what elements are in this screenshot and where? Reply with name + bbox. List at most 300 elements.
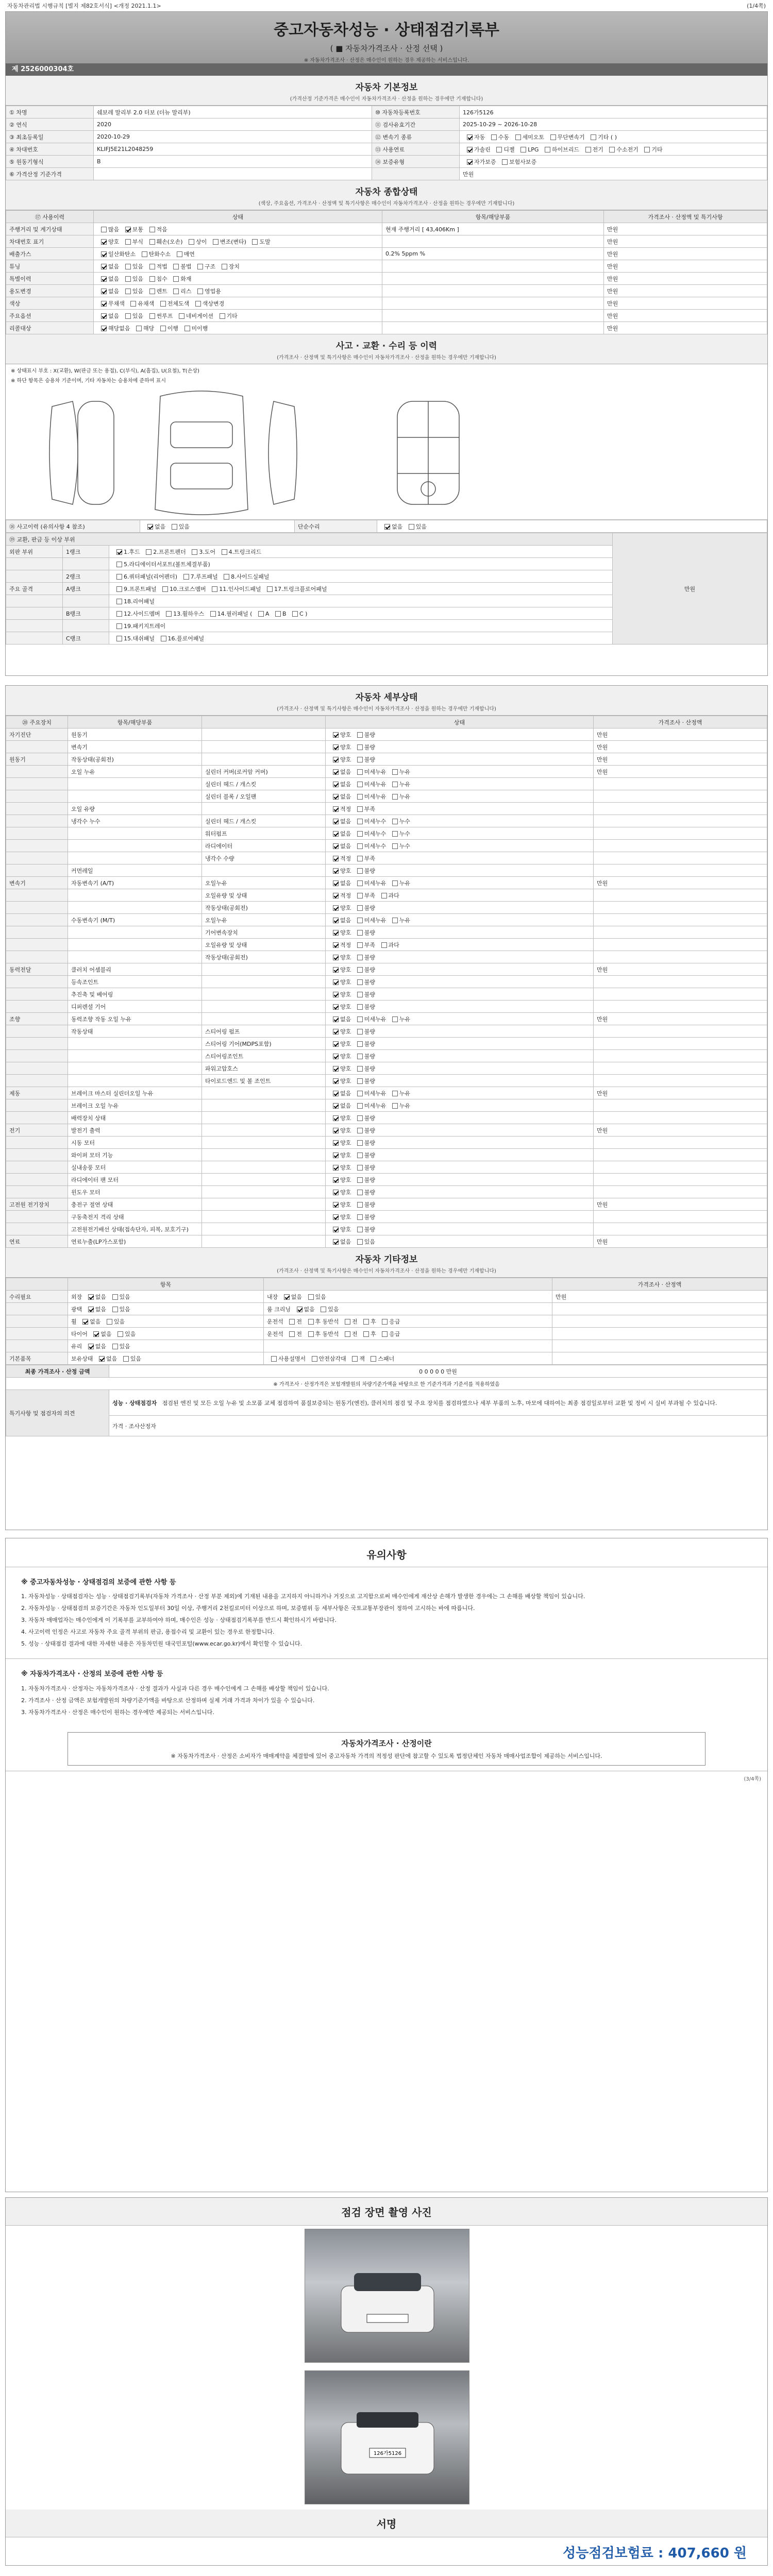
detail-cell-24-2: 스티어링 펌프 [202, 1025, 326, 1038]
rank-cell-0-0: 외판 부위 [6, 546, 63, 558]
detail-cell-0-3: 양호 불량 [326, 728, 594, 741]
rank-head [6, 533, 767, 546]
rank-value: 만원 [613, 533, 767, 645]
checked-box-icon [88, 1344, 94, 1349]
special-text-body: 점검된 엔진 및 모든 오일 누유 및 소모품 교체 점검하여 품질보증되는 원동기(엔진), 클러치의 점검 및 주요 장치를 점검하였으나 세부 부품의 노후, 마모에 대하여는 최종 점검일로부터 교환 및 정비 시 실비 부과될 수 있습니다. [162, 1399, 717, 1406]
unchecked-box-icon [112, 1307, 118, 1312]
rank-cell-4-2: 18.리어패널 [109, 595, 613, 607]
basic-row [6, 143, 767, 156]
unchecked-box-icon [357, 1029, 363, 1035]
unchecked-box-icon [585, 147, 591, 152]
unchecked-box-icon [357, 1190, 363, 1195]
detail-cell-39-2 [202, 1211, 326, 1223]
summary-cell-7-3: 만원 [604, 310, 767, 322]
basic-cell-0-3: 126가5126 [460, 106, 767, 118]
unchecked-box-icon [116, 623, 122, 629]
others-cell-3-1: 타이어 없음 있음 [68, 1328, 264, 1340]
detail-cell-10-4 [594, 852, 767, 865]
unchecked-box-icon [267, 586, 273, 592]
detail-cell-7-2: 실린더 헤드 / 개스킷 [202, 815, 326, 827]
rank-cell-5-1: B랭크 [63, 607, 109, 620]
unchecked-box-icon [357, 930, 363, 936]
detail-cell-31-0 [6, 1112, 68, 1124]
basic-row [6, 118, 767, 131]
unchecked-box-icon [179, 313, 184, 319]
unchecked-box-icon [357, 905, 363, 911]
unchecked-box-icon [321, 1307, 326, 1312]
detail-cell-14-3: 양호 불량 [326, 902, 594, 914]
detail-cell-9-3: 없음 미세누수 누수 [326, 840, 594, 852]
unchecked-box-icon [189, 239, 194, 245]
final-price-table [6, 1365, 767, 1436]
summary-cell-5-3: 만원 [604, 285, 767, 297]
detail-cell-11-0 [6, 865, 68, 877]
summary-cell-1-3: 만원 [604, 235, 767, 248]
detail-cell-21-1: 추진축 및 베어링 [68, 988, 202, 1001]
unchecked-box-icon [357, 831, 363, 837]
unchecked-box-icon [357, 1004, 363, 1010]
checked-box-icon [297, 1307, 303, 1312]
detail-row [6, 926, 767, 939]
car-outline-svg [6, 386, 767, 520]
notice-part2-item-2: 3. 자동차가격조사 · 산정은 매수인이 원하는 경우에만 제공되는 서비스입니다. [21, 1708, 214, 1716]
special-sub2: 가격 · 조사산정자 [109, 1416, 767, 1436]
detail-cell-26-3: 양호 불량 [326, 1050, 594, 1062]
detail-head [6, 716, 767, 728]
unchecked-box-icon [123, 1356, 129, 1362]
detail-cell-41-3: 없음 있음 [326, 1235, 594, 1248]
unchecked-box-icon [357, 1103, 363, 1109]
accident-legend-2: ※ 하단 항목은 승용차 기준이며, 기타 자동차는 승용차에 준하여 표시 [11, 378, 166, 384]
notice-part2-item-0: 1. 자동차가격조사 · 산정자는 자동차가격조사 · 산정 결과가 사실과 다른 경우 매수인에게 그 손해를 배상할 책임이 있습니다. [21, 1685, 329, 1692]
detail-row [6, 728, 767, 741]
rank-cell-5-2: 12.사이드멤버 13.휠하우스 14.필러패널 ( A B C ) [109, 607, 613, 620]
others-row [6, 1352, 767, 1365]
checked-box-icon [333, 1029, 339, 1035]
basic-cell-5-1 [94, 168, 372, 180]
checked-box-icon [333, 1227, 339, 1232]
unchecked-box-icon [116, 574, 122, 580]
others-cell-2-0 [6, 1315, 68, 1328]
detail-cell-23-2 [202, 1013, 326, 1025]
unchecked-box-icon [392, 1103, 398, 1109]
checked-box-icon [88, 1294, 94, 1300]
unchecked-box-icon [116, 599, 122, 604]
unchecked-box-icon [222, 264, 227, 269]
unchecked-box-icon [357, 819, 363, 824]
detail-cell-11-3: 양호 불량 [326, 865, 594, 877]
rank-cell-2-1: 2랭크 [63, 570, 109, 583]
detail-cell-29-1: 브레이크 마스터 실린더오일 누유 [68, 1087, 202, 1099]
unchecked-box-icon [101, 227, 107, 232]
notice-box-title: 자동차가격조사 · 산정이란 [341, 1738, 432, 1748]
unchecked-box-icon [357, 868, 363, 874]
notice-box-text: ※ 자동차가격조사 · 산정은 소비자가 매매계약을 체결함에 있어 중고자동차 가격의 적정성 판단에 참고할 수 있도록 법정단체인 자동차 매매사업조합이 제공하는 서비스입니다. [171, 1752, 602, 1759]
detail-cell-13-1 [68, 889, 202, 902]
detail-cell-5-3: 없음 미세누유 누유 [326, 790, 594, 803]
summary-row [6, 273, 767, 285]
detail-cell-34-1: 와이퍼 모터 기능 [68, 1149, 202, 1161]
summary-cell-6-0: 색상 [6, 297, 94, 310]
unchecked-box-icon [515, 134, 521, 140]
checked-box-icon [384, 524, 390, 530]
car-diagram [6, 386, 767, 520]
detail-cell-26-4 [594, 1050, 767, 1062]
detail-cell-5-0 [6, 790, 68, 803]
summary-cell-0-0: 주행거리 및 계기상태 [6, 223, 94, 235]
others-cell-5-0: 기본품목 [6, 1352, 68, 1365]
detail-cell-37-0 [6, 1186, 68, 1198]
summary-cell-2-1: 일산화탄소 탄화수소 매연 [94, 248, 382, 260]
notice-part1-item-4: 5. 성능 · 상태점검 결과에 대한 자세한 내용은 자동차민원 대국민포털(www.ecar.go.kr)에서 확인할 수 있습니다. [21, 1640, 303, 1648]
checked-box-icon [333, 856, 339, 861]
detail-cell-22-4 [594, 1001, 767, 1013]
basic-cell-4-0: ⑤ 원동기형식 [6, 156, 94, 168]
detail-row [6, 1038, 767, 1050]
summary-cell-7-2 [382, 310, 604, 322]
detail-cell-41-1: 연료누출(LP가스포함) [68, 1235, 202, 1248]
unchecked-box-icon [173, 264, 179, 269]
basic-cell-0-1: 쉐보레 말리부 2.0 터보 (더뉴 말리부) [94, 106, 372, 118]
others-cell-2-3 [552, 1315, 767, 1328]
detail-cell-3-2: 실린더 커버(로커암 커버) [202, 766, 326, 778]
others-row [6, 1315, 767, 1328]
detail-row [6, 865, 767, 877]
detail-cell-16-4 [594, 926, 767, 939]
detail-cell-40-0 [6, 1223, 68, 1235]
unchecked-box-icon [357, 1128, 363, 1133]
checked-box-icon [284, 1294, 290, 1300]
signature-section [6, 2510, 767, 2565]
unchecked-box-icon [357, 1153, 363, 1158]
detail-cell-33-0 [6, 1137, 68, 1149]
summary-cell-0-2: 현재 주행거리 [ 43,406Km ] [382, 223, 604, 235]
detail-row [6, 827, 767, 840]
summary-cell-4-1: 없음 있음 침수 화재 [94, 273, 382, 285]
checked-box-icon [333, 868, 339, 874]
checked-box-icon [333, 893, 339, 899]
detail-row [6, 988, 767, 1001]
detail-row [6, 951, 767, 963]
basic-cell-1-1: 2020 [94, 118, 372, 131]
detail-row [6, 1013, 767, 1025]
detail-cell-10-2: 냉각수 수량 [202, 852, 326, 865]
detail-cell-27-0 [6, 1062, 68, 1075]
unchecked-box-icon [357, 1054, 363, 1059]
unchecked-box-icon [173, 289, 179, 294]
sheet-page-1 [5, 11, 768, 676]
unchecked-box-icon [177, 251, 182, 257]
basic-section-title: 자동차 기본정보 [6, 76, 767, 93]
detail-cell-22-1: 디퍼렌셜 기어 [68, 1001, 202, 1013]
basic-cell-3-3: 가솔린 디젤 LPG 하이브리드 전기 수소전기 기타 [460, 143, 767, 156]
unchecked-box-icon [591, 134, 596, 140]
detail-row [6, 790, 767, 803]
detail-cell-29-4: 만원 [594, 1087, 767, 1099]
notice-part1-item-1: 2. 자동차성능 · 상태점검의 보증기간은 자동차 인도일부터 30일 이상, 주행거리 2천킬로미터 이상으로 하며, 보증범위 등 세부사항은 국토교통부장관이 정하여 고시하는 바에 따릅니다. [21, 1605, 475, 1612]
title-band [6, 12, 767, 63]
unchecked-box-icon [357, 979, 363, 985]
detail-row [6, 766, 767, 778]
detail-cell-23-4: 만원 [594, 1013, 767, 1025]
detail-cell-29-0: 제동 [6, 1087, 68, 1099]
checked-box-icon [333, 942, 339, 948]
detail-cell-13-3: 적정 부족 과다 [326, 889, 594, 902]
checked-box-icon [333, 1004, 339, 1010]
detail-cell-17-0 [6, 939, 68, 951]
detail-row [6, 877, 767, 889]
rank-cell-5-0 [6, 607, 63, 620]
detail-cell-34-0 [6, 1149, 68, 1161]
unchecked-box-icon [116, 586, 122, 592]
detail-row [6, 1124, 767, 1137]
checked-box-icon [147, 524, 153, 530]
others-cell-4-3 [552, 1340, 767, 1352]
summary-cell-2-2: 0.2% 5ppm % [382, 248, 604, 260]
checked-box-icon [333, 831, 339, 837]
detail-row [6, 1112, 767, 1124]
summary-section-title: 자동차 종합상태 [6, 180, 767, 197]
notice-part-1 [6, 1567, 767, 1658]
unchecked-box-icon [392, 819, 398, 824]
unchecked-box-icon [357, 1214, 363, 1220]
detail-cell-13-4 [594, 889, 767, 902]
detail-cell-8-2: 워터펌프 [202, 827, 326, 840]
checked-box-icon [467, 134, 473, 140]
summary-cell-0-1: 많음 보통 적음 [94, 223, 382, 235]
summary-cell-1-1: 양호 부식 훼손(오손) 상이 변조(변타) 도말 [94, 235, 382, 248]
unchecked-box-icon [125, 289, 131, 294]
summary-cell-3-1: 없음 있음 적법 불법 구조 장치 [94, 260, 382, 273]
basic-cell-5-3: 만원 [460, 168, 767, 180]
unchecked-box-icon [371, 1356, 376, 1362]
detail-cell-23-0: 조향 [6, 1013, 68, 1025]
detail-row [6, 815, 767, 827]
detail-cell-28-1 [68, 1075, 202, 1087]
basic-cell-2-1: 2020-10-29 [94, 131, 372, 143]
detail-cell-11-1: 커먼레일 [68, 865, 202, 877]
unchecked-box-icon [258, 611, 264, 617]
basic-row [6, 168, 767, 180]
basic-row [6, 106, 767, 118]
detail-cell-27-3: 양호 불량 [326, 1062, 594, 1075]
checked-box-icon [333, 880, 339, 886]
unchecked-box-icon [275, 611, 281, 617]
detail-cell-0-2 [202, 728, 326, 741]
detail-cell-21-3: 양호 불량 [326, 988, 594, 1001]
unchecked-box-icon [166, 611, 172, 617]
detail-section-note: (가격조사 · 산정액 및 특기사항은 매수인이 자동차가격조사 · 산정을 원하는 경우에만 기재합니다) [6, 703, 767, 716]
summary-cell-3-0: 튜닝 [6, 260, 94, 273]
detail-head-cell-2 [202, 716, 326, 728]
detail-head-cell-1: 항목/해당부품 [68, 716, 202, 728]
detail-cell-30-4 [594, 1099, 767, 1112]
detail-row [6, 902, 767, 914]
summary-cell-3-2 [382, 260, 604, 273]
detail-cell-2-4: 만원 [594, 753, 767, 766]
detail-cell-19-4: 만원 [594, 963, 767, 976]
detail-cell-30-2 [202, 1099, 326, 1112]
detail-section-title: 자동차 세부상태 [6, 686, 767, 703]
detail-cell-35-1: 실내송풍 모터 [68, 1161, 202, 1174]
unchecked-box-icon [195, 301, 201, 307]
detail-cell-27-2: 파워고압호스 [202, 1062, 326, 1075]
rank-cell-1-2: 5.라디에이터서포트(볼트체결부품) [109, 558, 613, 570]
checked-box-icon [333, 1177, 339, 1183]
detail-cell-29-3: 없음 미세누유 누유 [326, 1087, 594, 1099]
detail-cell-2-0: 원동기 [6, 753, 68, 766]
unchecked-box-icon [116, 611, 122, 617]
detail-row [6, 914, 767, 926]
checked-box-icon [333, 1078, 339, 1084]
checked-box-icon [125, 227, 131, 232]
detail-cell-25-3: 양호 불량 [326, 1038, 594, 1050]
detail-cell-1-2 [202, 741, 326, 753]
detail-cell-19-2 [202, 963, 326, 976]
unchecked-box-icon [125, 239, 131, 245]
notice-box [68, 1732, 705, 1766]
basic-cell-1-3: 2025-10-29 ~ 2026-10-28 [460, 118, 767, 131]
accident-legend: ※ 상태표시 부호 : X(교환), W(판금 또는 용접), C(부식), A(흠집), U(요철), T(손상) [11, 368, 199, 374]
detail-row [6, 852, 767, 865]
unchecked-box-icon [149, 289, 155, 294]
checked-box-icon [333, 1214, 339, 1220]
special-label: 특기사항 및 점검자의 의견 [6, 1390, 109, 1436]
unchecked-box-icon [222, 549, 227, 555]
summary-cell-4-3: 만원 [604, 273, 767, 285]
detail-cell-21-0 [6, 988, 68, 1001]
basic-cell-2-3: 자동 수동 세미오토 무단변속기 기타 ( ) [460, 131, 767, 143]
unchecked-box-icon [357, 893, 363, 899]
notice-part1-item-2: 3. 자동차 매매업자는 매수인에게 이 기록부를 교부하여야 하며, 매수인은 성능 · 상태점검기록부를 반드시 확인하시기 바랍니다. [21, 1617, 337, 1624]
detail-cell-14-0 [6, 902, 68, 914]
basic-cell-4-3: 자가보증 보험사보증 [460, 156, 767, 168]
detail-row [6, 778, 767, 790]
unchecked-box-icon [197, 264, 203, 269]
summary-row [6, 248, 767, 260]
unchecked-box-icon [308, 1294, 314, 1300]
detail-cell-12-0: 변속기 [6, 877, 68, 889]
detail-cell-15-0 [6, 914, 68, 926]
unchecked-box-icon [392, 880, 398, 886]
detail-cell-2-3: 양호 불량 [326, 753, 594, 766]
detail-cell-22-3: 양호 불량 [326, 1001, 594, 1013]
notice-title: 유의사항 [6, 1538, 767, 1567]
rank-cell-7-0 [6, 632, 63, 645]
unchecked-box-icon [107, 1319, 112, 1325]
detail-cell-38-1: 충전구 절연 상태 [68, 1198, 202, 1211]
unchecked-box-icon [130, 301, 136, 307]
detail-cell-37-4 [594, 1186, 767, 1198]
unchecked-box-icon [289, 1331, 295, 1337]
detail-cell-32-2 [202, 1124, 326, 1137]
others-cell-5-3 [552, 1352, 767, 1365]
detail-cell-39-3: 양호 불량 [326, 1211, 594, 1223]
history-cell-0-3: 없음 있음 [377, 520, 767, 533]
checked-box-icon [333, 1016, 339, 1022]
unchecked-box-icon [112, 1344, 118, 1349]
detail-cell-34-3: 양호 불량 [326, 1149, 594, 1161]
detail-head-cell-0: ⑳ 주요장치 [6, 716, 68, 728]
rear-car-image [305, 2371, 469, 2504]
detail-cell-1-0 [6, 741, 68, 753]
checked-box-icon [101, 251, 107, 257]
detail-cell-9-1 [68, 840, 202, 852]
detail-row [6, 1223, 767, 1235]
unchecked-box-icon [345, 1319, 350, 1325]
unchecked-box-icon [184, 326, 190, 331]
unchecked-box-icon [491, 134, 497, 140]
detail-cell-20-4 [594, 976, 767, 988]
detail-cell-25-0 [6, 1038, 68, 1050]
unchecked-box-icon [197, 289, 203, 294]
unchecked-box-icon [357, 918, 363, 923]
detail-cell-12-3: 없음 미세누유 누유 [326, 877, 594, 889]
front-photo [305, 2229, 469, 2363]
document-note: ※ 자동차가격조사 · 산정은 매수인이 원하는 경우 제공하는 서비스입니다. [304, 58, 469, 63]
detail-cell-25-4 [594, 1038, 767, 1050]
checked-box-icon [333, 1128, 339, 1133]
detail-row [6, 803, 767, 815]
detail-cell-29-2 [202, 1087, 326, 1099]
signature-title: 서명 [6, 2510, 767, 2537]
detail-cell-34-2 [202, 1149, 326, 1161]
detail-cell-24-0 [6, 1025, 68, 1038]
detail-row [6, 741, 767, 753]
detail-cell-28-0 [6, 1075, 68, 1087]
unchecked-box-icon [345, 1331, 350, 1337]
detail-cell-1-4: 만원 [594, 741, 767, 753]
unchecked-box-icon [357, 880, 363, 886]
unchecked-box-icon [172, 524, 177, 530]
rank-cell-0-1: 1랭크 [63, 546, 109, 558]
detail-cell-22-2 [202, 1001, 326, 1013]
detail-cell-5-4 [594, 790, 767, 803]
detail-cell-30-0 [6, 1099, 68, 1112]
detail-cell-7-1: 냉각수 누수 [68, 815, 202, 827]
unchecked-box-icon [496, 147, 502, 152]
unchecked-box-icon [125, 313, 131, 319]
detail-cell-38-3: 양호 불량 [326, 1198, 594, 1211]
form-reference: 자동차관리법 시행규칙 [별지 제82호서식] <개정 2021.1.1> [7, 3, 161, 9]
detail-cell-3-1: 오일 누유 [68, 766, 202, 778]
page-number: (1/4쪽) [747, 3, 766, 9]
detail-row [6, 840, 767, 852]
summary-cell-2-0: 배출가스 [6, 248, 94, 260]
basic-cell-1-2: ⑪ 검사유효기간 [372, 118, 460, 131]
detail-cell-18-4 [594, 951, 767, 963]
summary-head-cell-2: 항목/해당부품 [382, 211, 604, 223]
detail-cell-18-3: 양호 불량 [326, 951, 594, 963]
detail-cell-23-3: 없음 미세누유 누유 [326, 1013, 594, 1025]
others-cell-5-2: 사용설명서 안전삼각대 잭 스패너 [264, 1352, 552, 1365]
others-cell-1-3 [552, 1303, 767, 1315]
unchecked-box-icon [136, 326, 142, 331]
basic-section-note: (가격산정 기준가격은 매수인이 자동차가격조사 · 산정을 원하는 경우에만 기재합니다) [6, 93, 767, 106]
history-row [6, 520, 767, 533]
others-row [6, 1303, 767, 1315]
detail-cell-33-3: 양호 불량 [326, 1137, 594, 1149]
detail-cell-35-4 [594, 1161, 767, 1174]
detail-cell-41-4: 만원 [594, 1235, 767, 1248]
basic-cell-3-0: ④ 차대번호 [6, 143, 94, 156]
checked-box-icon [333, 1066, 339, 1072]
unchecked-box-icon [312, 1356, 317, 1362]
rank-cell-1-0 [6, 558, 63, 570]
others-section-note: (가격조사 · 산정액 및 특기사항은 매수인이 자동차가격조사 · 산정을 원하는 경우에만 기재합니다) [6, 1265, 767, 1278]
detail-cell-17-3: 적정 부족 과다 [326, 939, 594, 951]
detail-cell-12-4: 만원 [594, 877, 767, 889]
